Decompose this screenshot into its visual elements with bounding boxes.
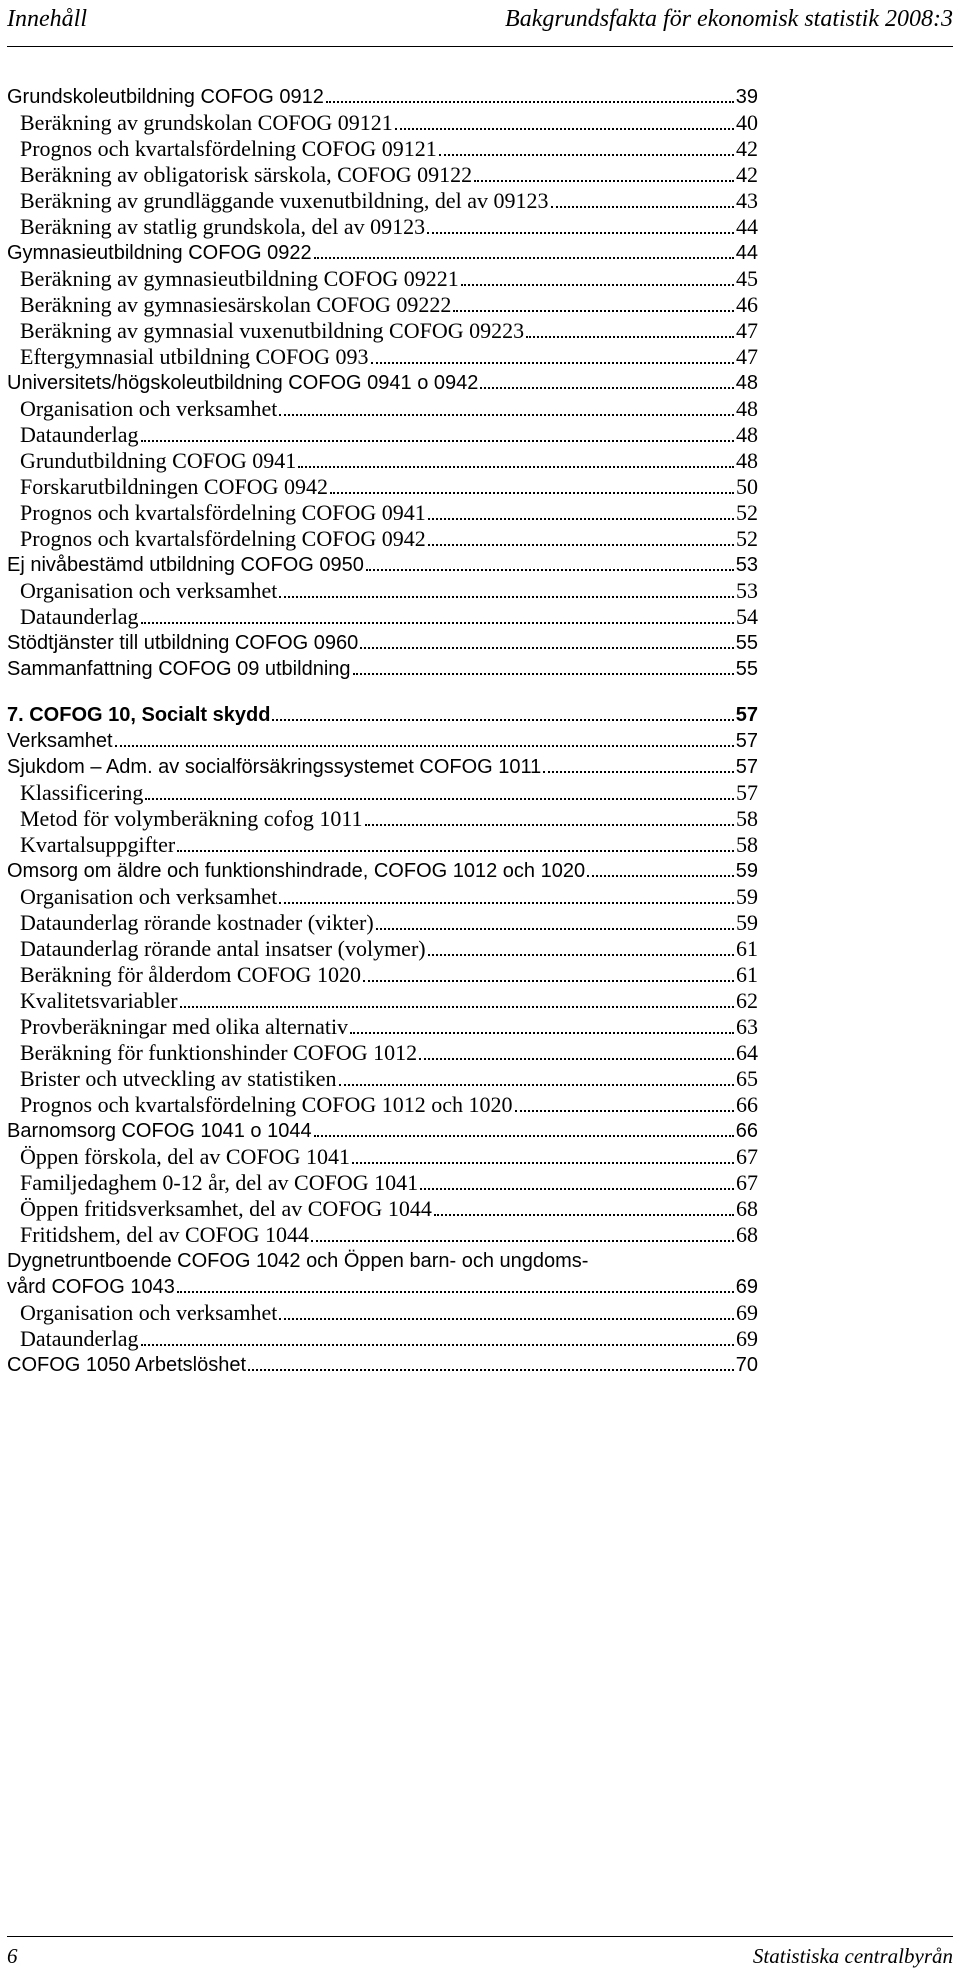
toc-entry[interactable] <box>7 526 758 552</box>
toc-entry-page: 57 <box>736 780 758 805</box>
dot-leader <box>420 1188 734 1190</box>
page-footer <box>7 1936 953 1970</box>
dot-leader <box>419 1058 734 1060</box>
toc-entry-label: Beräkning av obligatorisk särskola, COFOG 09122 <box>20 162 473 187</box>
toc-entry[interactable] <box>7 1092 758 1118</box>
header-publication-title: Bakgrundsfakta för ekonomisk statistik 2008:3 <box>505 6 953 32</box>
toc-entry-label: Omsorg om äldre och funktionshindrade, COFOG 1012 och 1020 <box>7 860 586 882</box>
footer-publisher: Statistiska centralbyrån <box>752 1944 953 1968</box>
dot-leader <box>453 310 734 312</box>
toc-entry[interactable] <box>7 858 758 884</box>
dot-leader <box>428 518 734 520</box>
toc-entry-label: Dataunderlag <box>20 1326 139 1351</box>
dot-leader <box>180 1006 734 1008</box>
toc-entry-page: 46 <box>736 292 758 317</box>
toc-entry-page: 67 <box>736 1144 758 1169</box>
toc-entry[interactable] <box>7 1352 758 1378</box>
toc-entry-page: 69 <box>735 1276 758 1298</box>
toc-entry-page: 59 <box>736 910 758 935</box>
toc-entry-page: 44 <box>735 242 758 264</box>
section-gap <box>7 682 758 702</box>
toc-entry-label: Prognos och kvartalsfördelning COFOG 09121 <box>20 136 437 161</box>
dot-leader <box>427 232 734 234</box>
toc-entry[interactable] <box>7 422 758 448</box>
toc-entry-page: 69 <box>736 1326 758 1351</box>
toc-entry-page: 48 <box>735 372 758 394</box>
toc-entry-page: 45 <box>736 266 758 291</box>
toc-entry-label: Forskarutbildningen COFOG 0942 <box>20 474 328 499</box>
toc-entry-line1[interactable] <box>7 1248 758 1274</box>
toc-entry[interactable] <box>7 500 758 526</box>
toc-entry-label: Klassificering <box>20 780 144 805</box>
toc-entry[interactable] <box>7 832 758 858</box>
toc-entry-label: Beräkning av gymnasiesärskolan COFOG 09222 <box>20 292 452 317</box>
dot-leader <box>339 1084 735 1086</box>
toc-entry-label: Gymnasieutbildning COFOG 0922 <box>7 242 312 264</box>
header-section-title: Innehåll <box>7 6 87 32</box>
toc-entry[interactable] <box>7 110 758 136</box>
toc-entry-page: 48 <box>736 422 758 447</box>
toc-entry-label: Beräkning av statlig grundskola, del av 09123 <box>20 214 426 239</box>
toc-entry[interactable] <box>7 474 758 500</box>
toc-entry-label: Fritidshem, del av COFOG 1044 <box>20 1222 310 1247</box>
toc-entry[interactable] <box>7 162 758 188</box>
toc-entry[interactable] <box>7 84 758 110</box>
toc-entry-page: 48 <box>736 448 758 473</box>
toc-entry-label: Dataunderlag rörande kostnader (vikter) <box>20 910 374 935</box>
toc-entry-page: 48 <box>736 396 758 421</box>
toc-entry[interactable] <box>7 1274 758 1300</box>
toc-entry[interactable] <box>7 962 758 988</box>
toc-entry[interactable] <box>7 1014 758 1040</box>
toc-entry[interactable] <box>7 884 758 910</box>
toc-entry-label: Sjukdom – Adm. av socialförsäkringssystemet COFOG 1011 <box>7 756 542 778</box>
toc-entry-label: Dataunderlag <box>20 422 139 447</box>
dot-leader <box>543 771 733 773</box>
toc-entry-page: 59 <box>736 884 758 909</box>
dot-leader <box>439 154 734 156</box>
toc-entry[interactable] <box>7 1196 758 1222</box>
dot-leader <box>366 569 734 571</box>
toc-entry-page: 54 <box>736 604 758 629</box>
dot-leader <box>434 1214 734 1216</box>
toc-entry-label: vård COFOG 1043 <box>7 1276 175 1298</box>
toc-entry-page: 62 <box>736 988 758 1013</box>
toc-entry-page: 57 <box>735 730 758 752</box>
toc-entry[interactable] <box>7 1170 758 1196</box>
toc-entry-label: Prognos och kvartalsfördelning COFOG 1012 och 1020 <box>20 1092 513 1117</box>
toc-entry[interactable] <box>7 910 758 936</box>
dot-leader <box>428 544 734 546</box>
toc-entry[interactable] <box>7 936 758 962</box>
toc-entry-label: Beräkning av gymnasieutbildning COFOG 09221 <box>20 266 459 291</box>
toc-entry[interactable] <box>7 1300 758 1326</box>
table-of-contents <box>7 84 758 1378</box>
toc-entry-page: 58 <box>736 832 758 857</box>
toc-entry-page: 65 <box>736 1066 758 1091</box>
toc-entry-label: Beräkning av gymnasial vuxenutbildning COFOG 09223 <box>20 318 525 343</box>
toc-entry-label: Organisation och verksamhet <box>20 884 278 909</box>
toc-entry-label: Ej nivåbestämd utbildning COFOG 0950 <box>7 554 364 576</box>
toc-entry[interactable] <box>7 656 758 682</box>
toc-entry-page: 67 <box>736 1170 758 1195</box>
toc-entry-page: 44 <box>736 214 758 239</box>
dot-leader <box>326 101 734 103</box>
dot-leader <box>360 647 733 649</box>
dot-leader <box>551 206 735 208</box>
toc-entry[interactable] <box>7 1040 758 1066</box>
toc-entry[interactable] <box>7 292 758 318</box>
dot-leader <box>141 440 735 442</box>
toc-entry[interactable] <box>7 988 758 1014</box>
dot-leader <box>461 284 734 286</box>
toc-entry-label-line1: Dygnetruntboende COFOG 1042 och Öppen barn- och ungdoms- <box>7 1250 589 1272</box>
toc-entry-label: Organisation och verksamhet <box>20 396 278 421</box>
toc-entry[interactable] <box>7 344 758 370</box>
toc-entry-label: Metod för volymberäkning cofog 1011 <box>20 806 363 831</box>
toc-entry[interactable] <box>7 552 758 578</box>
toc-entry-page: 58 <box>736 806 758 831</box>
dot-leader <box>279 414 734 416</box>
toc-entry[interactable] <box>7 240 758 266</box>
toc-entry-label: Kvalitetsvariabler <box>20 988 178 1013</box>
dot-leader <box>145 798 734 800</box>
dot-leader <box>353 673 734 675</box>
dot-leader <box>141 622 735 624</box>
toc-entry[interactable] <box>7 1222 758 1248</box>
dot-leader <box>376 928 734 930</box>
toc-entry[interactable] <box>7 188 758 214</box>
toc-entry-label: Öppen fritidsverksamhet, del av COFOG 1044 <box>20 1196 432 1221</box>
toc-entry-page: 68 <box>736 1222 758 1247</box>
toc-entry-page: 69 <box>736 1300 758 1325</box>
dot-leader <box>115 745 734 747</box>
toc-entry-label: Stödtjänster till utbildning COFOG 0960 <box>7 632 359 654</box>
toc-entry-page: 42 <box>736 136 758 161</box>
toc-entry[interactable] <box>7 214 758 240</box>
dot-leader <box>480 387 733 389</box>
toc-entry-page: 66 <box>735 1120 758 1142</box>
toc-entry[interactable] <box>7 630 758 656</box>
dot-leader <box>587 875 734 877</box>
toc-entry-label: Kvartalsuppgifter <box>20 832 176 857</box>
toc-entry[interactable] <box>7 578 758 604</box>
toc-entry[interactable] <box>7 1144 758 1170</box>
page-header <box>7 0 953 47</box>
dot-leader <box>526 336 734 338</box>
toc-entry-page: 64 <box>736 1040 758 1065</box>
dot-leader <box>311 1240 734 1242</box>
toc-entry-label: Dataunderlag rörande antal insatser (volymer) <box>20 936 426 961</box>
toc-entry-label: Grundutbildning COFOG 0941 <box>20 448 297 473</box>
dot-leader <box>248 1369 734 1371</box>
toc-entry-label: COFOG 1050 Arbetslöshet <box>7 1354 247 1376</box>
toc-entry-page: 57 <box>735 704 758 726</box>
toc-entry-page: 50 <box>736 474 758 499</box>
toc-entry-page: 53 <box>735 554 758 576</box>
toc-entry-label: 7. COFOG 10, Socialt skydd <box>7 704 271 726</box>
dot-leader <box>363 980 734 982</box>
toc-entry-page: 47 <box>736 344 758 369</box>
toc-entry-label: Öppen förskola, del av COFOG 1041 <box>20 1144 350 1169</box>
toc-entry-label: Barnomsorg COFOG 1041 o 1044 <box>7 1120 312 1142</box>
toc-entry-label: Organisation och verksamhet <box>20 1300 278 1325</box>
toc-entry-label: Beräkning för ålderdom COFOG 1020 <box>20 962 361 987</box>
toc-entry-label: Grundskoleutbildning COFOG 0912 <box>7 86 324 108</box>
toc-entry[interactable] <box>7 1066 758 1092</box>
toc-entry-label: Eftergymnasial utbildning COFOG 093 <box>20 344 369 369</box>
toc-entry[interactable] <box>7 1118 758 1144</box>
toc-entry[interactable] <box>7 370 758 396</box>
toc-entry-page: 42 <box>736 162 758 187</box>
dot-leader <box>279 902 734 904</box>
toc-entry-label: Prognos och kvartalsfördelning COFOG 0942 <box>20 526 426 551</box>
toc-entry[interactable] <box>7 1326 758 1352</box>
dot-leader <box>177 850 734 852</box>
dot-leader <box>141 1344 735 1346</box>
toc-entry-page: 52 <box>736 500 758 525</box>
toc-chapter-entry[interactable] <box>7 702 758 728</box>
dot-leader <box>371 362 734 364</box>
footer-page-number: 6 <box>7 1944 18 1968</box>
toc-entry-page: 53 <box>736 578 758 603</box>
toc-entry-label: Dataunderlag <box>20 604 139 629</box>
toc-entry-page: 57 <box>735 756 758 778</box>
toc-entry-page: 66 <box>736 1092 758 1117</box>
toc-entry-page: 52 <box>736 526 758 551</box>
toc-entry[interactable] <box>7 780 758 806</box>
toc-entry-page: 61 <box>736 962 758 987</box>
toc-entry[interactable] <box>7 806 758 832</box>
toc-entry-label: Familjedaghem 0-12 år, del av COFOG 1041 <box>20 1170 419 1195</box>
toc-entry[interactable] <box>7 728 758 754</box>
toc-entry-label: Universitets/högskoleutbildning COFOG 0941 o 0942 <box>7 372 479 394</box>
dot-leader <box>272 719 733 721</box>
toc-entry-label: Sammanfattning COFOG 09 utbildning <box>7 658 351 680</box>
toc-entry-label: Brister och utveckling av statistiken <box>20 1066 337 1091</box>
dot-leader <box>279 596 734 598</box>
dot-leader <box>298 466 734 468</box>
toc-entry[interactable] <box>7 266 758 292</box>
dot-leader <box>350 1032 734 1034</box>
dot-leader <box>395 128 734 130</box>
toc-entry[interactable] <box>7 448 758 474</box>
toc-entry-label: Beräkning av grundskolan COFOG 09121 <box>20 110 393 135</box>
dot-leader <box>352 1162 734 1164</box>
toc-entry-page: 59 <box>735 860 758 882</box>
toc-entry[interactable] <box>7 318 758 344</box>
toc-entry-page: 68 <box>736 1196 758 1221</box>
toc-entry-page: 55 <box>735 658 758 680</box>
toc-entry[interactable] <box>7 396 758 422</box>
toc-entry-label: Verksamhet <box>7 730 113 752</box>
toc-entry-page: 43 <box>736 188 758 213</box>
toc-entry-page: 55 <box>735 632 758 654</box>
toc-entry-page: 63 <box>736 1014 758 1039</box>
toc-entry-page: 40 <box>736 110 758 135</box>
toc-entry[interactable] <box>7 136 758 162</box>
toc-entry-page: 70 <box>735 1354 758 1376</box>
dot-leader <box>314 257 734 259</box>
dot-leader <box>515 1110 734 1112</box>
toc-entry-label: Prognos och kvartalsfördelning COFOG 0941 <box>20 500 426 525</box>
dot-leader <box>177 1291 734 1293</box>
toc-entry-label: Beräkning för funktionshinder COFOG 1012 <box>20 1040 418 1065</box>
toc-entry[interactable] <box>7 754 758 780</box>
toc-entry-label: Beräkning av grundläggande vuxenutbildning, del av 09123 <box>20 188 549 213</box>
dot-leader <box>365 824 734 826</box>
toc-entry[interactable] <box>7 604 758 630</box>
dot-leader <box>474 180 734 182</box>
dot-leader <box>279 1318 734 1320</box>
toc-entry-label: Organisation och verksamhet <box>20 578 278 603</box>
toc-entry-label: Provberäkningar med olika alternativ <box>20 1014 349 1039</box>
dot-leader <box>428 954 734 956</box>
toc-entry-page: 61 <box>736 936 758 961</box>
toc-entry-page: 39 <box>735 86 758 108</box>
dot-leader <box>330 492 734 494</box>
toc-entry-page: 47 <box>736 318 758 343</box>
dot-leader <box>314 1135 734 1137</box>
